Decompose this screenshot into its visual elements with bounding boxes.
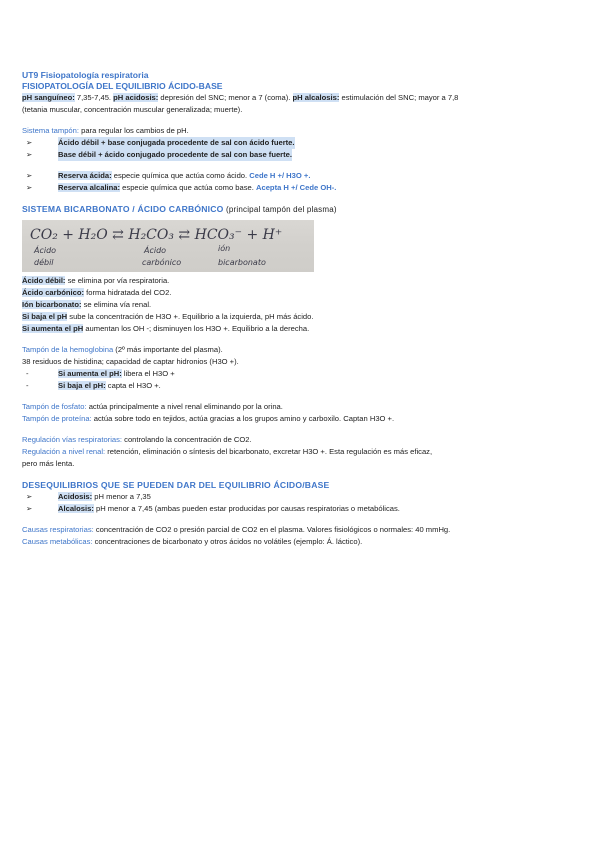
reserve-acid-label: Reserva ácida: <box>58 171 112 180</box>
buffer-line <box>22 125 582 137</box>
resp-causes-line <box>22 524 582 536</box>
resp-causes-text: concentración de CO2 o presión parcial de CO2 en el plasma. Valores fisiológicos o normales: 40 mmHg. <box>93 525 451 534</box>
reserve-acid-text: especie química que actúa como ácido. <box>111 171 250 180</box>
equation-text: CO₂ + H₂O ⇄ H₂CO₃ ⇄ HCO₃⁻ + H⁺ <box>30 227 283 243</box>
carbonic-label: Ácido carbónico: <box>22 288 85 297</box>
resp-causes-label: Causas respiratorias: <box>22 525 94 534</box>
imb-acidosis-text: pH menor a 7,35 <box>92 492 151 501</box>
buffer-bullet-2 <box>22 149 582 161</box>
hemoglobin-label: Tampón de la hemoglobina <box>22 345 114 354</box>
reserve-alk-label: Reserva alcalina: <box>58 183 121 192</box>
renal-regulation-line <box>22 446 582 458</box>
dash-bullet-icon: - <box>26 369 29 378</box>
weak-acid-line <box>22 275 582 287</box>
weak-acid-text: se elimina por vía respiratoria. <box>65 276 170 285</box>
ph-drop-text: sube la concentración de H3O +. Equilibrio a la izquierda, pH más ácido. <box>67 312 314 321</box>
imbalances-heading: DESEQUILIBRIOS QUE SE PUEDEN DAR DEL EQUILIBRIO ÁCIDO/BASE <box>22 480 330 490</box>
label-carbonic-2: carbónico <box>142 258 182 267</box>
reserve-alk-note: Acepta H +/ Cede OH-. <box>256 183 337 192</box>
label-weak-acid-1: Ácido <box>34 246 57 255</box>
protein-label: Tampón de proteína: <box>22 414 92 423</box>
arrow-bullet-icon: ➢ <box>26 492 33 501</box>
reserve-alk-item <box>22 182 582 194</box>
carbonic-line <box>22 287 582 299</box>
resp-regulation-label: Regulación vías respiratorias: <box>22 435 123 444</box>
met-causes-line <box>22 536 582 548</box>
hemoglobin-text: (2º más importante del plasma). <box>113 345 223 354</box>
ph-line-2: (tetania muscular, concentración muscular generalizada; muerte). <box>22 105 243 114</box>
document-page <box>22 70 582 548</box>
reserve-acid-item <box>22 170 582 182</box>
buffer-bullet-1 <box>22 137 582 149</box>
hemoglobin-bullet-1-label: Si aumenta el pH: <box>58 369 122 378</box>
phosphate-line <box>22 401 582 413</box>
ph-drop-label: Si baja el pH <box>22 312 68 321</box>
label-ion-2: bicarbonato <box>218 258 266 267</box>
ph-label: pH sanguíneo: <box>22 93 75 102</box>
met-causes-text: concentraciones de bicarbonato y otros ácidos no volátiles (ejemplo: Á. láctico). <box>92 537 363 546</box>
imb-acidosis-label: Acidosis: <box>58 492 93 501</box>
unit-title: UT9 Fisiopatología respiratoria <box>22 70 149 80</box>
label-carbonic-1: Ácido <box>144 246 167 255</box>
protein-text: actúa sobre todo en tejidos, actúa gracias a los grupos amino y carboxilo. Captan H3O +. <box>91 414 395 423</box>
ph-line <box>22 92 582 104</box>
phosphate-text: actúa principalmente a nivel renal eliminando por la orina. <box>86 402 283 411</box>
acidosis-label: pH acidosis: <box>113 93 159 102</box>
buffer-label: Sistema tampón: <box>22 126 79 135</box>
reserve-acid-note: Cede H +/ H3O +. <box>249 171 311 180</box>
ion-text: se elimina vía renal. <box>81 300 152 309</box>
ph-rise-text: aumentan los OH -; disminuyen los H3O +. Equilibrio a la derecha. <box>83 324 310 333</box>
hemoglobin-bullet-2-text: capta el H3O +. <box>105 381 161 390</box>
acidosis-text: depresión del SNC; menor a 7 (coma). <box>158 93 293 102</box>
protein-line <box>22 413 582 425</box>
resp-regulation-line <box>22 434 582 446</box>
reserve-alk-text: especie química que actúa como base. <box>120 183 256 192</box>
met-causes-label: Causas metabólicas: <box>22 537 93 546</box>
arrow-bullet-icon: ➢ <box>26 138 33 147</box>
alcalosis-label: pH alcalosis: <box>292 93 340 102</box>
alcalosis-item <box>22 503 582 515</box>
bicarbonate-heading-note: (principal tampón del plasma) <box>223 205 337 214</box>
equation-drawing <box>22 220 314 272</box>
bicarbonate-heading-text: SISTEMA BICARBONATO / ÁCIDO CARBÓNICO <box>22 204 224 214</box>
carbonic-text: forma hidratada del CO2. <box>84 288 172 297</box>
hemoglobin-line-2: 38 residuos de histidina; capacidad de captar hidronios (H3O +). <box>22 357 239 366</box>
resp-regulation-text: controlando la concentración de CO2. <box>122 435 252 444</box>
imb-alcalosis-text: pH menor a 7,45 (ambas pueden estar producidas por causas respiratorias o metabólicas. <box>93 504 400 513</box>
arrow-bullet-icon: ➢ <box>26 183 33 192</box>
hemoglobin-bullet-2 <box>22 380 582 392</box>
hemoglobin-bullet-2-label: Si baja el pH: <box>58 381 106 390</box>
handwritten-equation-photo <box>22 220 314 272</box>
renal-regulation-line-2: pero más lenta. <box>22 459 75 468</box>
arrow-bullet-icon: ➢ <box>26 150 33 159</box>
buffer-bullet-1-text: Ácido débil + base conjugada procedente de sal con ácido fuerte. <box>58 138 295 147</box>
renal-regulation-text: retención, eliminación o síntesis del bicarbonato, excretar H3O +. Esta regulación es más eficaz, <box>105 447 433 456</box>
arrow-bullet-icon: ➢ <box>26 171 33 180</box>
main-title: FISIOPATOLOGÍA DEL EQUILIBRIO ÁCIDO-BASE <box>22 81 223 91</box>
dash-bullet-icon: - <box>26 381 29 390</box>
ion-line <box>22 299 582 311</box>
label-weak-acid-2: débil <box>34 258 54 267</box>
hemoglobin-bullet-1 <box>22 368 582 380</box>
buffer-bullet-2-text: Base débil + ácido conjugado procedente de sal con base fuerte. <box>58 150 292 159</box>
hemoglobin-bullet-1-text: libera el H3O + <box>121 369 175 378</box>
ph-value: 7,35-7,45. <box>74 93 114 102</box>
hemoglobin-line <box>22 344 582 356</box>
ion-label: Ión bicarbonato: <box>22 300 82 309</box>
phosphate-label: Tampón de fosfato: <box>22 402 87 411</box>
arrow-bullet-icon: ➢ <box>26 504 33 513</box>
weak-acid-label: Ácido débil: <box>22 276 66 285</box>
buffer-text: para regular los cambios de pH. <box>78 126 189 135</box>
ph-rise-line <box>22 323 582 335</box>
alcalosis-text: estimulación del SNC; mayor a 7,8 <box>339 93 459 102</box>
label-ion-1: ión <box>218 244 231 253</box>
ph-drop-line <box>22 311 582 323</box>
imb-alcalosis-label: Alcalosis: <box>58 504 94 513</box>
bicarbonate-heading <box>22 203 582 216</box>
renal-regulation-label: Regulación a nivel renal: <box>22 447 106 456</box>
acidosis-item <box>22 491 582 503</box>
ph-rise-label: Si aumenta el pH <box>22 324 84 333</box>
